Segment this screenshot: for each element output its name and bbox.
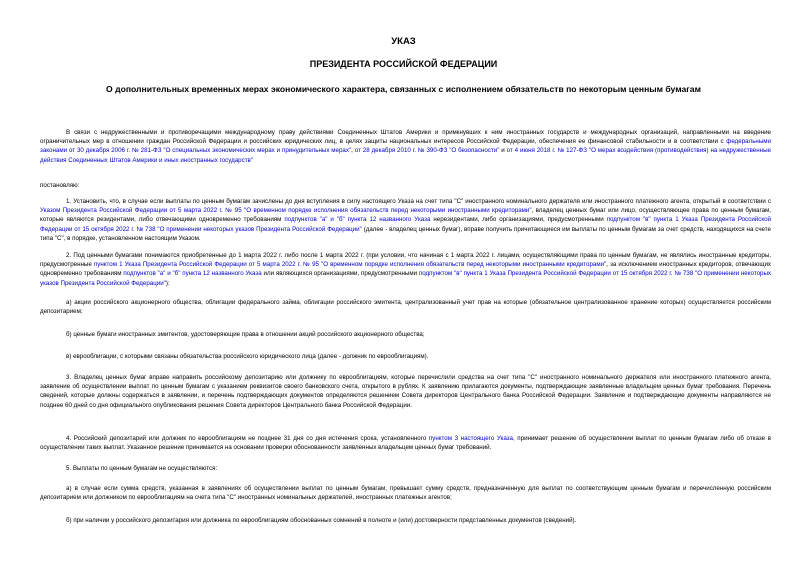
- text-run: (далее - владелец ценных бумаг), вправе получить причитающиеся им выплаты по ценным бумагам за счет средств, находящихся на счете типа "С", в порядке, установленном настоящим Указом.: [40, 225, 771, 242]
- paragraph-2a: а) акции российского акционерного общества, облигации федерального займа, облигации российского эмитента, централизованный учет прав на которые (обязательное централизованное хранение которых) осуществляется российским депозитарием;: [40, 299, 771, 316]
- text-run: или являющихся организациями, предусмотренными: [261, 270, 419, 278]
- subparagraph-link-12[interactable]: подпунктов "а" и "б" пункта 12 названного Указа: [284, 216, 431, 224]
- text-run: ):: [165, 279, 170, 287]
- paragraph-2: [40, 251, 771, 288]
- text-run: 1. Установить, что, в случае если выплаты по ценным бумагам зачислены до дня вступления в силу настоящего Указа на счет типа "С" иностранного номинального держателя или иностранного платежного агента, открытый в соответствии с: [66, 198, 771, 205]
- paragraph-1: [40, 197, 771, 243]
- paragraph-2b: б) ценные бумаги иностранных эмитентов, удостоверяющие права в отношении акций российского акционерного общества;: [66, 331, 425, 338]
- decree-link-738[interactable]: подпунктом "в" пункта 1 Указа Президента Российской Федерации от 15 октября 2022 г. № 738 "О применении некоторых указов Президента Российской Федерации": [40, 270, 772, 287]
- text-run: 2. Под ценными бумагами понимаются приобретенные до 1 марта 2022 г. либо после 1 марта 2022 г. (при условии, что начиная с 1 марта 2022 г. лицами, осуществляющими права по ценным бумагам, не являлись иностранные кредиторы, предусмотренные: [40, 252, 771, 269]
- paragraph-3-link[interactable]: пунктом 3 настоящего Указа: [428, 435, 513, 442]
- paragraph-2c: в) еврооблигации, с которыми связаны обязательства российского юридического лица (далее - должник по еврооблигациям).: [66, 353, 429, 360]
- text-run: , принимает решение об осуществлении выплат по ценным бумагам либо об отказе в осуществлении таких выплат. Указанное решение принимается на основании проверки обоснованности заявленных владельцем ценных бумаг требований.: [40, 435, 771, 452]
- subparagraph-link-12[interactable]: подпунктов "а" и "б" пункта 12 названного Указа: [123, 270, 262, 278]
- text-run: и: [499, 147, 507, 155]
- text-run: В связи с недружественными и противоречащими международному праву действиями Соединенных Штатов Америки и примкнувших к ним иностранных государств и международных организаций, направленными на введение ограничительных мер в отношении граждан Российской Федерации и российских юридических лиц, в целях защиты национальных интересов Российской Федерации, обеспечения ее финансовой стабильности и в соответствии с: [40, 129, 771, 146]
- document-title: О дополнительных временных мерах экономического характера, связанных с исполнением обязательств по некоторым ценным бумагам: [106, 84, 701, 94]
- paragraph-4: [40, 434, 771, 452]
- decree-link-95[interactable]: пунктом 1 Указа Президента Российской Федерации от 5 марта 2022 г. № 95 "О временном порядке исполнения обязательств перед некоторыми иностранными кредиторами": [93, 261, 607, 269]
- text-run: ,: [351, 147, 355, 155]
- decree-link-95[interactable]: Указом Президента Российской Федерации от 5 марта 2022 г. № 95 "О временном порядке исполнения обязательств перед некоторыми иностранными кредиторами": [40, 207, 532, 215]
- paragraph-5b: б) при наличии у российского депозитария или должника по еврооблигациям обоснованных сомнений в полноте и (или) достоверности представленных документов (сведений).: [66, 517, 577, 524]
- paragraph-5: 5. Выплаты по ценным бумагам не осуществляются:: [66, 465, 218, 472]
- law-link-281[interactable]: федеральными законами от 30 декабря 2006 г. № 281-ФЗ "О специальных экономических мерах и принудительных мерах": [40, 138, 771, 155]
- text-run: , владелец ценных бумаг или лицо, осуществляющее права по ценным бумагам, которые являются резидентами, либо отвечающими одновременно требованиям: [40, 207, 771, 224]
- text-run: 4. Российский депозитарий или должник по еврооблигациям не позднее 31 дня со дня истечения срока, установленного: [66, 435, 429, 442]
- decree-word: постановляю:: [40, 182, 80, 189]
- text-run: , за исключением иностранных кредиторов, отвечающих одновременно требованиям: [40, 261, 772, 278]
- preamble-paragraph: [40, 128, 771, 165]
- doc-type-heading: УКАЗ: [391, 36, 416, 47]
- issuer-heading: ПРЕЗИДЕНТА РОССИЙСКОЙ ФЕДЕРАЦИИ: [309, 59, 498, 69]
- text-run: нерезидентами, либо организациями, предусмотренными: [430, 216, 607, 224]
- law-link-127[interactable]: от 4 июня 2018 г. № 127-ФЗ "О мерах воздействия (противодействия) на недружественные действия Соединенных Штатов Америки и иных иностранных государств": [40, 147, 771, 164]
- law-link-390[interactable]: от 28 декабря 2010 г. № 390-ФЗ "О безопасности": [354, 147, 500, 155]
- paragraph-5a: а) в случае если сумма средств, указанная в заявлениях об осуществлении выплат по ценным бумагам, превышает сумму средств, предназначенную для выплат по соответствующим ценным бумагам и перечисленную российским депозитарием или должником по еврооблигациям на счета типа "С" иностранных номинальных держателей, иностранных платежных агентов;: [40, 485, 771, 502]
- decree-link-738[interactable]: подпунктом "в" пункта 1 Указа Президента Российской Федерации от 15 октября 2022 г. № 738 "О применении некоторых указов Президента Российской Федерации": [40, 216, 771, 233]
- paragraph-3: 3. Владелец ценных бумаг вправе направить российскому депозитарию или должнику по еврооблигациям, которые перечислили средства на счет типа "С" иностранного номинального держателя или иностранного платежного агента, заявление об осуществлении выплат по ценным бумагам с указанием реквизитов своего банковского счета, открытого в рублях. К заявлению прилагаются документы, подтверждающие заявленные владельцем ценных бумаг требования. Перечень сведений, которые должны содержаться в заявлении, и перечень подтверждающих документов определяются решением Совета директоров Центрального банка Российской Федерации. Заявление и подтверждающие документы направляются не позднее 60 дней со дня официального опубликования решения Совета директоров Центрального банка Российской Федерации.: [40, 374, 771, 409]
